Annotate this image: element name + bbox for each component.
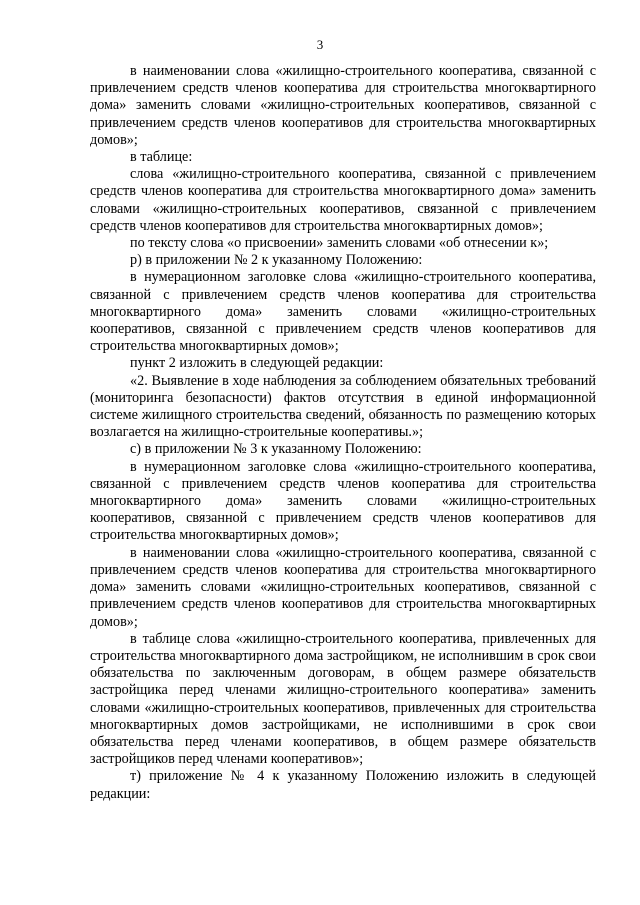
paragraph-in-table-1: в таблице:	[130, 149, 193, 166]
paragraph-numbering-header-2: в нумерационном заголовке слова «жилищно-строительного кооператива, связанной с привлечением средств членов кооператива для строительства многоквартирного дома» заменить словами «жилищно-строительных кооперативов, связанной с привлечением средств членов кооперативов для строительства многоквартирных домов»;	[90, 269, 596, 355]
paragraph-clause-2-intro: пункт 2 изложить в следующей редакции:	[130, 355, 384, 372]
paragraph-item-r: р) в приложении № 2 к указанному Положению:	[130, 252, 423, 269]
paragraph-rename-title-3: в наименовании слова «жилищно-строительного кооператива, связанной с привлечением средств членов кооператива для строительства многоквартирного дома» заменить словами «жилищно-строительных кооперативов, связанной с привлечением средств членов кооперативов для строительства многоквартирных домов»;	[90, 544, 596, 630]
page-number: 3	[316, 37, 324, 52]
paragraph-table-words-1: слова «жилищно-строительного кооператива, связанной с привлечением средств членов кооператива для строительства многоквартирного дома» заменить словами «жилищно-строительных кооперативов, связанной с привлечением средств членов кооперативов для строительства многоквартирных домов»;	[90, 166, 596, 234]
document-body	[90, 63, 596, 803]
paragraph-text-replace: по тексту слова «о присвоении» заменить словами «об отнесении к»;	[130, 235, 549, 252]
paragraph-numbering-header-3: в нумерационном заголовке слова «жилищно-строительного кооператива, связанной с привлечением средств членов кооператива для строительства многоквартирного дома» заменить словами «жилищно-строительных кооперативов, связанной с привлечением средств членов кооперативов для строительства многоквартирных домов»;	[90, 458, 596, 544]
paragraph-item-s: с) в приложении № 3 к указанному Положению:	[130, 441, 422, 458]
paragraph-item-t: т) приложение № 4 к указанному Положению изложить в следующей редакции:	[90, 768, 596, 802]
paragraph-rename-title-1: в наименовании слова «жилищно-строительного кооператива, связанной с привлечением средств членов кооператива для строительства многоквартирного дома» заменить словами «жилищно-строительных кооперативов, связанной с привлечением средств членов кооперативов для строительства многоквартирных домов»;	[90, 63, 596, 148]
paragraph-clause-2-text: «2. Выявление в ходе наблюдения за соблюдением обязательных требований (мониторинга безопасности) фактов отсутствия в единой информационной системе жилищного строительства сведений, обязанность по размещению которых возлагается на жилищно-строительные кооперативы.»;	[90, 372, 596, 441]
paragraph-table-words-3: в таблице слова «жилищно-строительного кооператива, привлеченных для строительства многоквартирного дома застройщиком, не исполнившим в срок свои обязательства по заключенным договорам, в общем размере обязательств застройщика перед членами жилищно-строительного кооператива» заменить словами «жилищно-строительных кооперативов, привлеченных для строительства многоквартирных домов застройщиками, не исполнившими в срок свои обязательства перед членами кооперативов, в общем размере обязательств застройщиков перед членами кооперативов»;	[90, 630, 596, 768]
